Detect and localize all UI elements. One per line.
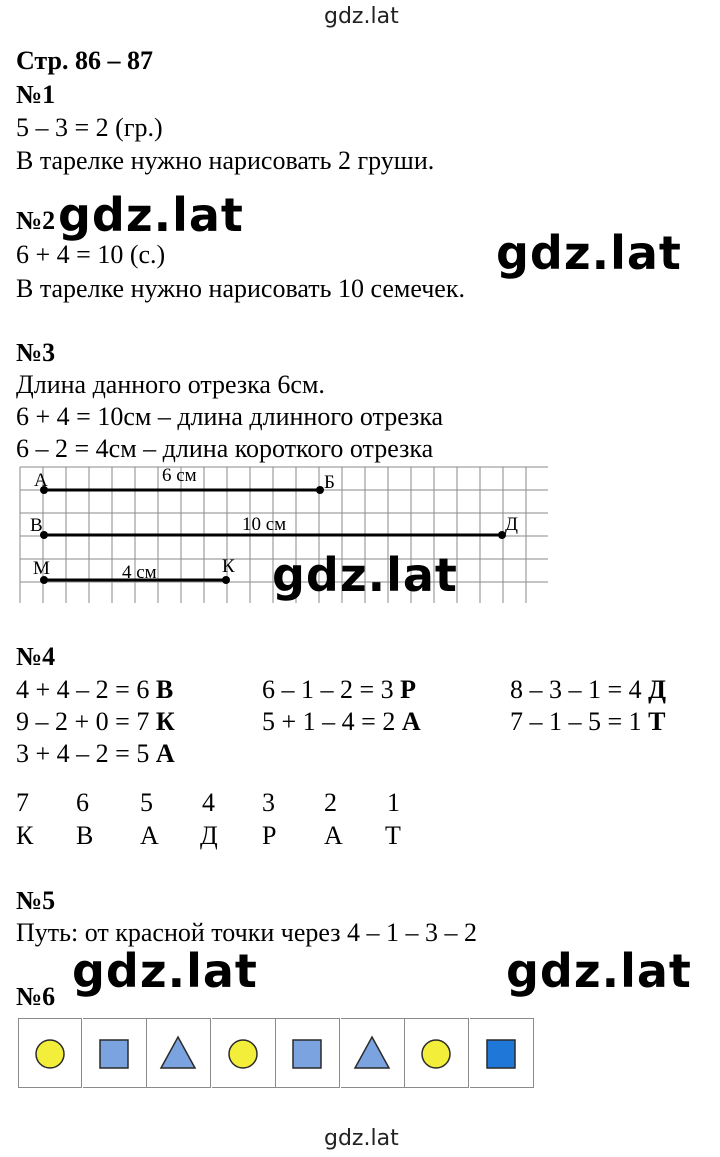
watermark-big-3: gdz.lat bbox=[272, 548, 458, 602]
decode-number-7: 1 bbox=[387, 788, 400, 817]
task-3-heading: №3 bbox=[16, 338, 56, 367]
decode-number-4: 4 bbox=[202, 788, 215, 817]
label-d: Д bbox=[505, 514, 518, 535]
task-2-heading: №2 bbox=[16, 206, 56, 235]
blue-square-icon bbox=[100, 1040, 128, 1068]
point-b bbox=[316, 486, 324, 494]
watermark-big-4: gdz.lat bbox=[72, 944, 258, 998]
decode-letter-6: А bbox=[324, 821, 343, 850]
yellow-circle-icon bbox=[36, 1040, 64, 1068]
task-2-line-1: 6 + 4 = 10 (с.) bbox=[16, 240, 166, 269]
shape-cell bbox=[470, 1018, 534, 1088]
task-2-line-2: В тарелке нужно нарисовать 10 семечек. bbox=[16, 274, 465, 303]
decode-number-3: 5 bbox=[140, 788, 153, 817]
page-reference: Стр. 86 – 87 bbox=[16, 46, 153, 75]
task-3-line-2: 6 + 4 = 10см – длина длинного отрезка bbox=[16, 402, 444, 431]
yellow-circle-icon bbox=[229, 1040, 257, 1068]
label-m: М bbox=[33, 558, 50, 579]
label-ab-length: 6 см bbox=[162, 465, 197, 486]
point-k bbox=[222, 576, 230, 584]
task-4-expr-5: 5 + 1 – 4 = 2 А bbox=[262, 707, 421, 736]
task-4-expr-7: 3 + 4 – 2 = 5 А bbox=[16, 739, 175, 768]
task-4-expr-3: 8 – 3 – 1 = 4 Д bbox=[510, 675, 667, 704]
blue-triangle-icon bbox=[355, 1037, 389, 1068]
shape-row bbox=[18, 1018, 535, 1088]
decode-letter-3: А bbox=[140, 821, 159, 850]
task-1-line-1: 5 – 3 = 2 (гр.) bbox=[16, 113, 163, 142]
shape-cell bbox=[341, 1018, 405, 1088]
decode-letter-7: Т bbox=[385, 821, 401, 850]
task-4-heading: №4 bbox=[16, 642, 56, 671]
label-mk-length: 4 см bbox=[122, 562, 157, 583]
label-v: В bbox=[30, 515, 43, 536]
task-4-expr-2: 6 – 1 – 2 = 3 Р bbox=[262, 675, 417, 704]
shape-cell bbox=[18, 1018, 82, 1088]
shape-cell bbox=[276, 1018, 340, 1088]
decode-letter-2: В bbox=[76, 821, 94, 850]
task-5-heading: №5 bbox=[16, 886, 56, 915]
task-4-expr-1: 4 + 4 – 2 = 6 В bbox=[16, 675, 174, 704]
task-4-expr-6: 7 – 1 – 5 = 1 Т bbox=[510, 707, 666, 736]
watermark-big-1: gdz.lat bbox=[58, 188, 244, 242]
task-1-line-2: В тарелке нужно нарисовать 2 груши. bbox=[16, 146, 435, 175]
decode-letter-1: К bbox=[16, 821, 34, 850]
decode-letter-5: Р bbox=[262, 821, 277, 850]
label-a: А bbox=[34, 470, 48, 491]
yellow-circle-icon bbox=[422, 1040, 450, 1068]
decode-number-1: 7 bbox=[16, 788, 29, 817]
label-b: Б bbox=[324, 472, 335, 493]
label-k: К bbox=[222, 556, 235, 577]
task-3-line-1: Длина данного отрезка 6см. bbox=[16, 370, 325, 399]
blue-square-icon bbox=[487, 1040, 515, 1068]
task-4-expr-4: 9 – 2 + 0 = 7 К bbox=[16, 707, 175, 736]
label-vd-length: 10 см bbox=[242, 514, 287, 535]
task-3-line-3: 6 – 2 = 4см – длина короткого отрезка bbox=[16, 434, 434, 463]
decode-letter-4: Д bbox=[200, 821, 218, 850]
task-6-heading: №6 bbox=[16, 982, 56, 1011]
decode-number-5: 3 bbox=[262, 788, 275, 817]
shape-cell bbox=[212, 1018, 276, 1088]
watermark-bottom: gdz.lat bbox=[324, 1126, 399, 1151]
watermark-big-5: gdz.lat bbox=[506, 944, 692, 998]
blue-triangle-icon bbox=[161, 1037, 195, 1068]
shape-cell bbox=[83, 1018, 147, 1088]
decode-number-6: 2 bbox=[324, 788, 337, 817]
watermark-big-2: gdz.lat bbox=[496, 226, 682, 280]
shape-cell bbox=[405, 1018, 469, 1088]
blue-square-icon bbox=[293, 1040, 321, 1068]
shape-cell bbox=[147, 1018, 211, 1088]
task-1-heading: №1 bbox=[16, 80, 56, 109]
watermark-top: gdz.lat bbox=[324, 4, 399, 29]
decode-number-2: 6 bbox=[76, 788, 89, 817]
task-5-line: Путь: от красной точки через 4 – 1 – 3 – 2 bbox=[16, 918, 477, 947]
